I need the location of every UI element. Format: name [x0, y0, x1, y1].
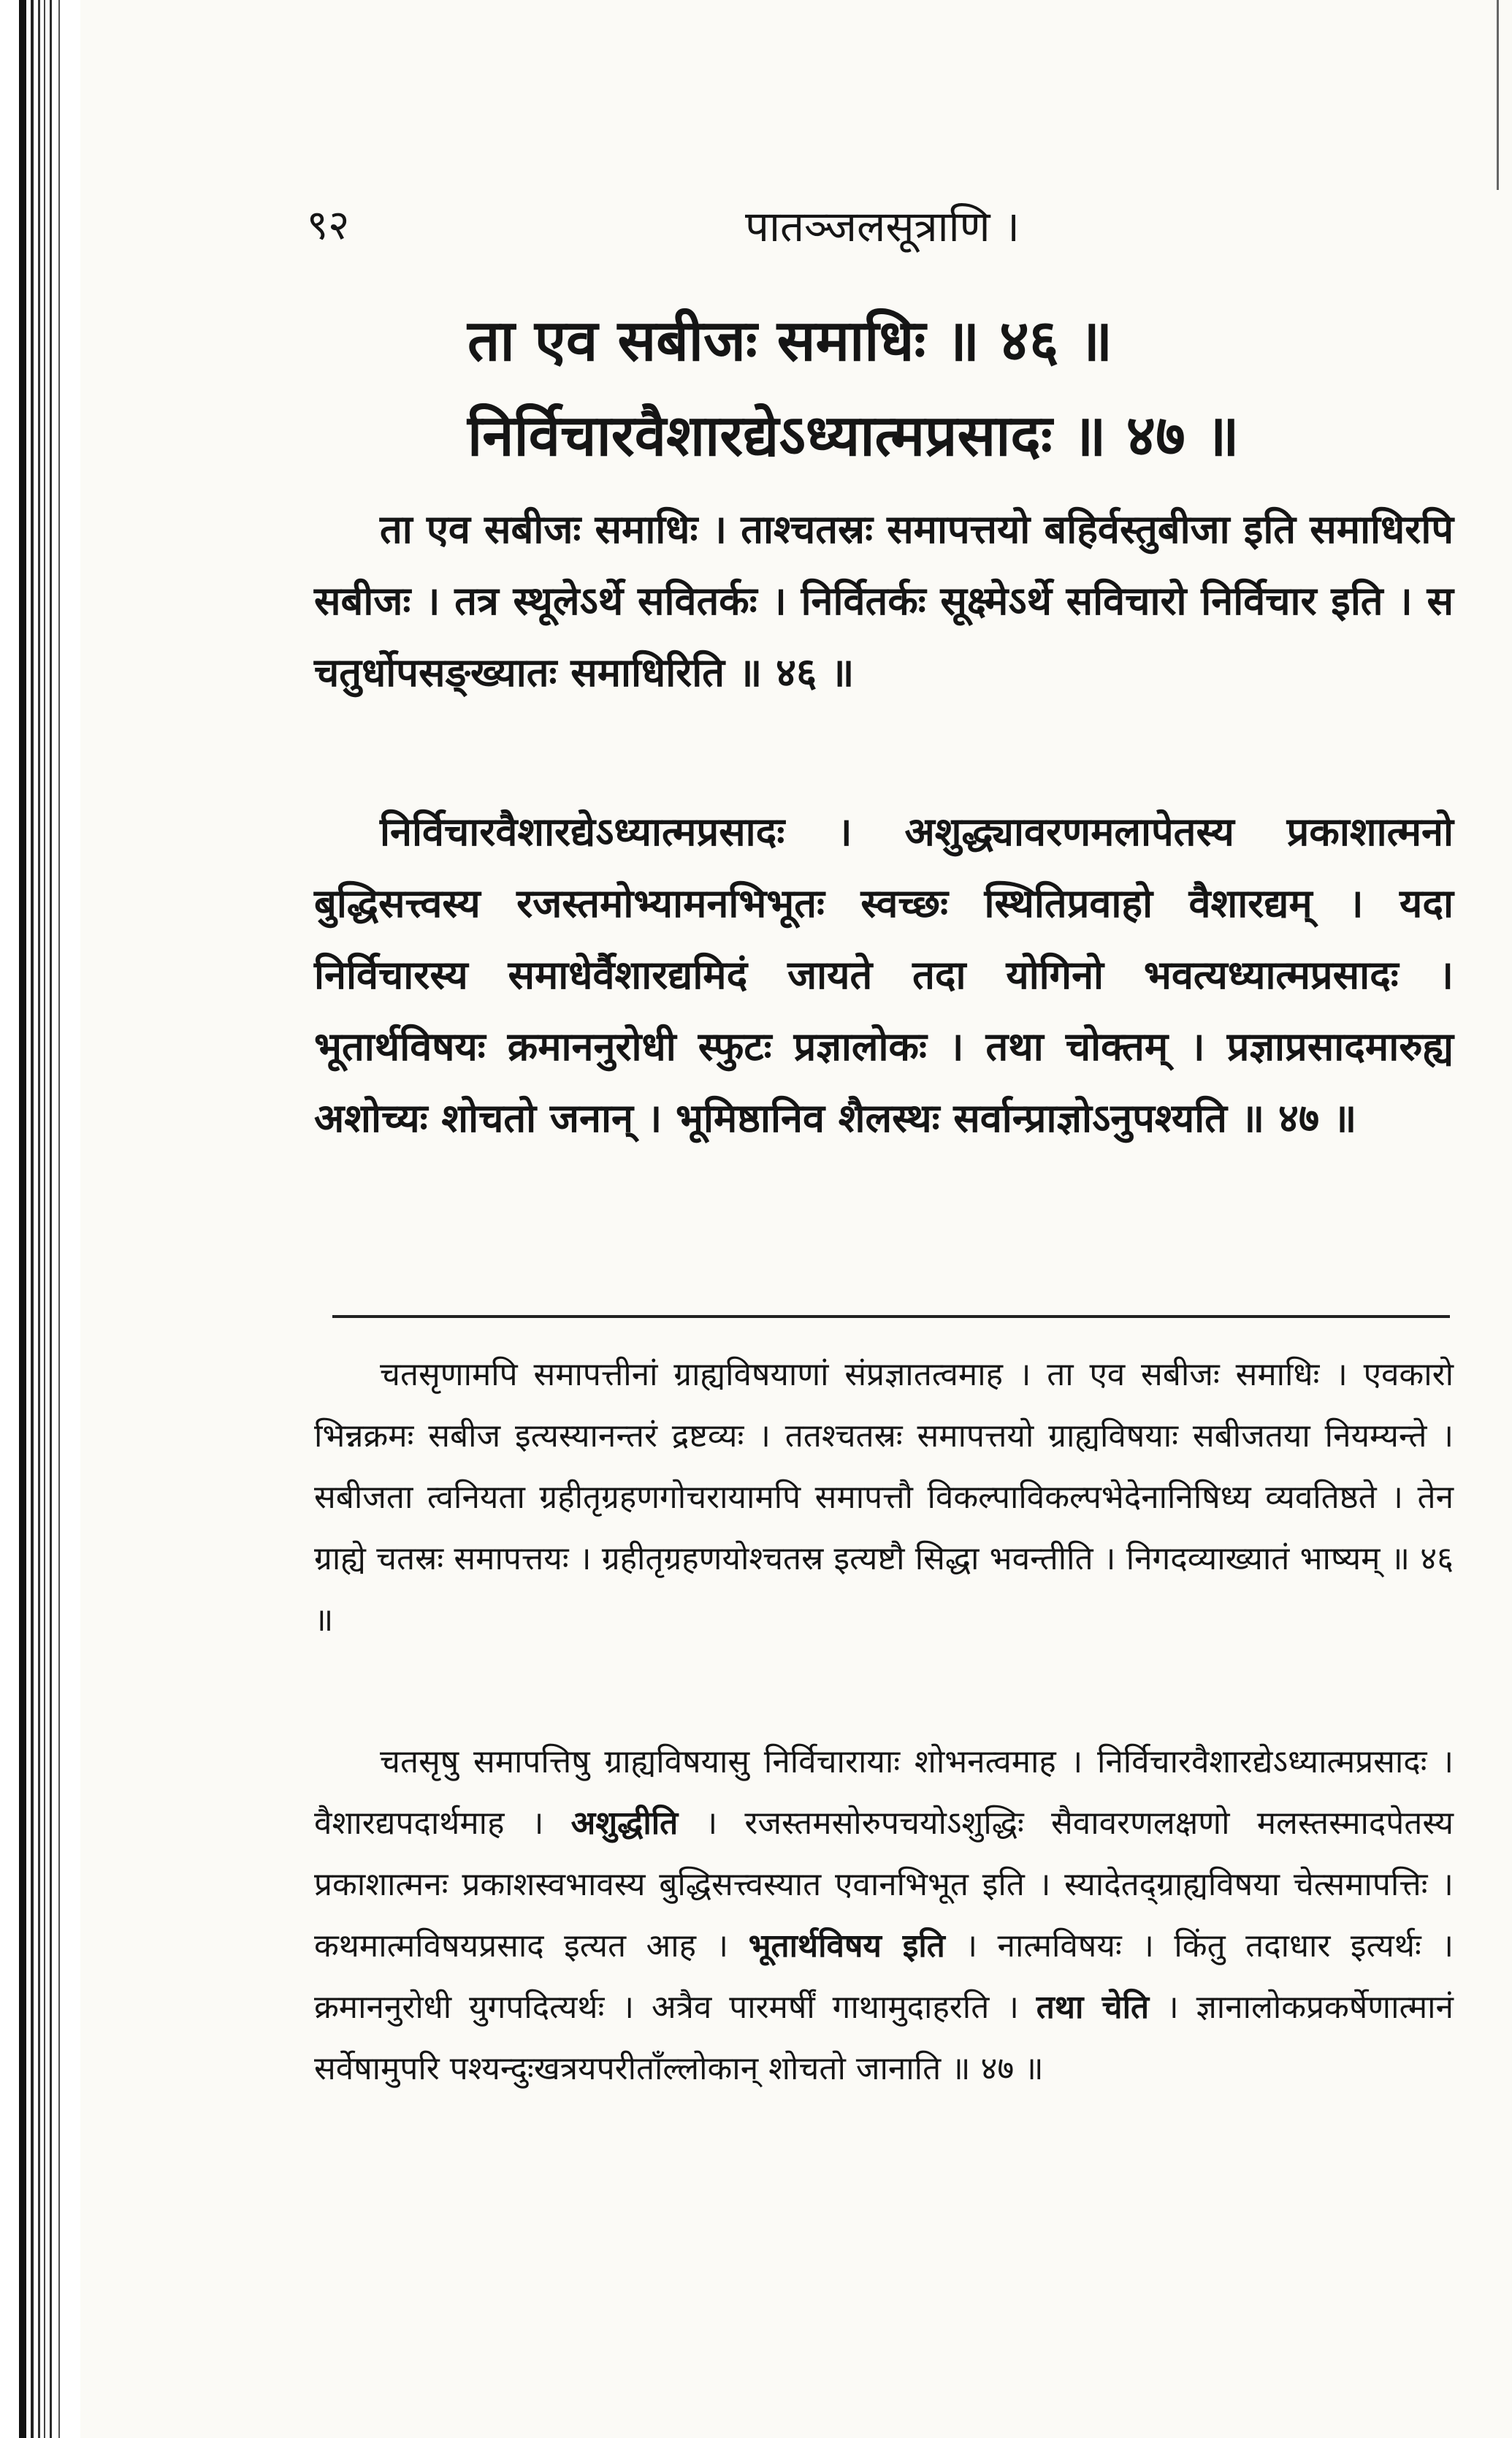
commentary-paragraph-46: [314, 1344, 1454, 1651]
binding-line: [38, 0, 40, 2438]
binding-line: [44, 0, 45, 2438]
bhashya-paragraph-47: [314, 796, 1454, 1154]
commentary-paragraph-47: [314, 1732, 1454, 2100]
page-edge-mark: [1497, 0, 1499, 190]
binding-line: [31, 0, 34, 2438]
commentary-text-47a: चतसृषु समापत्तिषु ग्राह्यविषयासु निर्विचारायाः शोभनत्वमाह । निर्विचारवैशारद्येऽध्यात्मप्रसादः । वैशारद्यपदार्थमाह ।: [314, 1743, 1454, 1842]
pratika-bhutartha: भूतार्थविषय इति: [748, 1927, 945, 1965]
book-binding-edge: [0, 0, 80, 2438]
sutra-46: ता एव सबीजः समाधिः ॥ ४६ ॥: [467, 308, 1113, 374]
sutra-47: निर्विचारवैशारद्येऽध्यात्मप्रसादः ॥ ४७ ॥: [467, 403, 1240, 469]
binding-line: [19, 0, 26, 2438]
binding-line: [58, 0, 60, 2438]
running-head: [307, 196, 1446, 262]
commentary-text-47c: । रजस्तमसोरुपचयोऽशुद्धिः सैवावरणलक्षणो मलस्तस्मादपेतस्य प्रकाशात्मनः प्रकाशस्वभावस्य बुद्धिसत्त्वस्यात एवानभिभूत इति । स्यादेतद्ग्राह्यविषया चेत्समापत्तिः । कथमात्मविषयप्रसाद इत्यत आह ।: [314, 1805, 1454, 1965]
commentary-text-47g: । ज्ञानालोकप्रकर्षेणात्मानं सर्वेषामुपरि पश्यन्दुःखत्रयपरीताँल्लोकान् शोचतो जानाति ॥ ४७ ॥: [314, 1989, 1454, 2087]
pratika-ashuddhi: अशुद्धीति: [570, 1805, 679, 1842]
running-title: पातञ्जलसूत्राणि ।: [745, 202, 1020, 251]
pratika-tatha-cheti: तथा चेति: [1036, 1989, 1150, 2026]
commentary-text-47e: । नात्मविषयः । किंतु तदाधार इत्यर्थः । क्रमाननुरोधी युगपदित्यर्थः । अत्रैव पारमर्षीं गाथामुदाहरति ।: [314, 1927, 1454, 2026]
bhashya-text-46: ता एव सबीजः समाधिः । ताश्चतस्रः समापत्तयो बहिर्वस्तुबीजा इति समाधिरपि सबीजः । तत्र स्थूलेऽर्थे सवितर्कः । निर्वितर्कः सूक्ष्मेऽर्थे सविचारो निर्विचार इति । स चतुर्धोपसङ्ख्यातः समाधिरिति ॥ ४६ ॥: [314, 506, 1454, 696]
bhashya-paragraph-46: [314, 494, 1454, 709]
section-divider-rule: [332, 1315, 1450, 1318]
commentary-text-46: चतसृणामपि समापत्तीनां ग्राह्यविषयाणां संप्रज्ञातत्वमाह । ता एव सबीजः समाधिः । एवकारो भिन्नक्रमः सबीज इत्यस्यानन्तरं द्रष्टव्यः । ततश्चतस्रः समापत्तयो ग्राह्यविषयाः सबीजतया नियम्यन्ते । सबीजता त्वनियता ग्रहीतृग्रहणगोचरायामपि समापत्तौ विकल्पाविकल्पभेदेनानिषिध्य व्यवतिष्ठते । तेन ग्राह्ये चतस्रः समापत्तयः । ग्रहीतृग्रहणयोश्चतस्र इत्यष्टौ सिद्धा भवन्तीति । निगदव्याख्यातं भाष्यम् ॥ ४६ ॥: [314, 1356, 1454, 1639]
page-number: ९२: [307, 202, 350, 249]
binding-line: [50, 0, 52, 2438]
bhashya-text-47: निर्विचारवैशारद्येऽध्यात्मप्रसादः । अशुद्ध्यावरणमलापेतस्य प्रकाशात्मनो बुद्धिसत्त्वस्य रजस्तमोभ्यामनभिभूतः स्वच्छः स्थितिप्रवाहो वैशारद्यम् । यदा निर्विचारस्य समाधेर्वैशारद्यमिदं जायते तदा योगिनो भवत्यध्यात्मप्रसादः । भूतार्थविषयः क्रमाननुरोधी स्फुटः प्रज्ञालोकः । तथा चोक्तम् । प्रज्ञाप्रसादमारुह्य अशोच्यः शोचतो जनान् । भूमिष्ठानिव शैलस्थः सर्वान्प्राज्ञोऽनुपश्यति ॥ ४७ ॥: [314, 809, 1454, 1141]
